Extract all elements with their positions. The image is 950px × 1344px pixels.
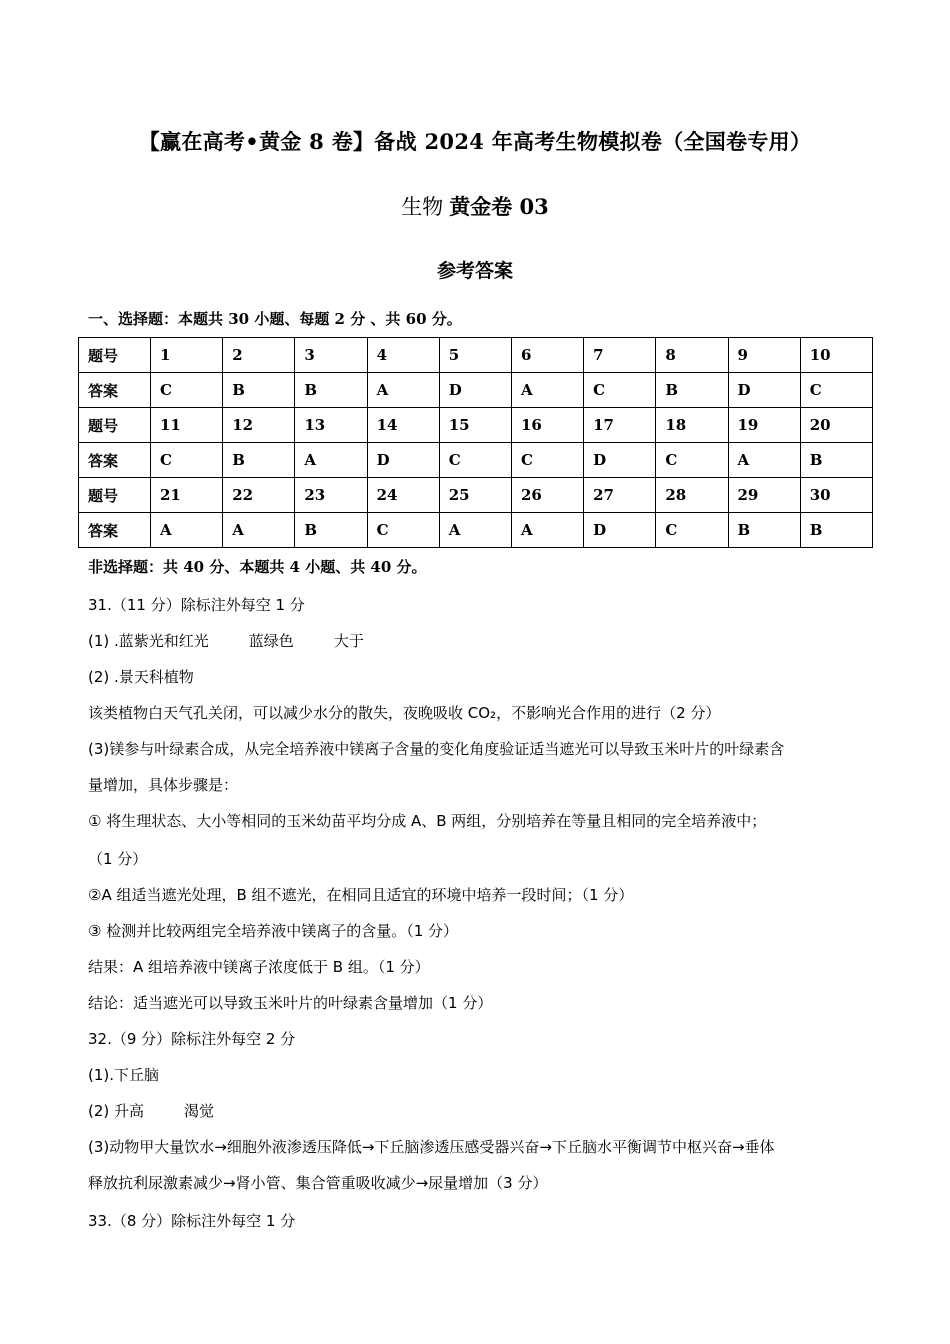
table-cell: 1: [151, 338, 223, 373]
table-cell: A: [439, 513, 511, 548]
table-cell: 20: [800, 408, 872, 443]
q31-heading: 31.（11 分）除标注外每空 1 分: [88, 596, 305, 614]
table-cell: D: [439, 373, 511, 408]
table-cell: 14: [367, 408, 439, 443]
table-cell: C: [151, 443, 223, 478]
q32-part2: [88, 1100, 868, 1121]
table-row: [79, 478, 873, 513]
row-header-cell: 答案: [79, 443, 151, 478]
table-cell: 30: [800, 478, 872, 513]
q31-step1-score: （1 分）: [88, 850, 148, 868]
row-header-cell: 题号: [79, 338, 151, 373]
q31-step3: ③ 检测并比较两组完全培养液中镁离子的含量。（1 分）: [88, 922, 459, 940]
row-header-cell: 答案: [79, 513, 151, 548]
table-cell: D: [584, 513, 656, 548]
table-cell: B: [295, 513, 367, 548]
table-cell: 9: [728, 338, 800, 373]
table-row: [79, 338, 873, 373]
page-subtitle: [0, 191, 950, 221]
table-cell: B: [223, 373, 295, 408]
subtitle-bold: 黄金卷 03: [449, 194, 549, 219]
q31-part1: [88, 630, 868, 651]
section-heading-nonchoice: 非选择题：共 40 分、本题共 4 小题、共 40 分。: [88, 558, 427, 576]
q32-part2-a: (2) 升高: [88, 1102, 145, 1120]
table-row: [79, 373, 873, 408]
table-cell: B: [800, 513, 872, 548]
table-cell: B: [656, 373, 728, 408]
table-cell: A: [223, 513, 295, 548]
table-cell: D: [728, 373, 800, 408]
table-cell: 21: [151, 478, 223, 513]
table-cell: A: [367, 373, 439, 408]
table-row: [79, 513, 873, 548]
table-cell: C: [511, 443, 583, 478]
table-row: [79, 408, 873, 443]
q31-conclusion: 结论：适当遮光可以导致玉米叶片的叶绿素含量增加（1 分）: [88, 994, 493, 1012]
q31-part3-line1: (3)镁参与叶绿素合成，从完全培养液中镁离子含量的变化角度验证适当遮光可以导致玉米叶片的叶绿素含: [88, 740, 785, 758]
table-cell: A: [295, 443, 367, 478]
q31-part2: (2) .景天科植物: [88, 668, 194, 686]
q32-part2-b: 渴觉: [184, 1102, 215, 1120]
q31-step2: ②A 组适当遮光处理，B 组不遮光，在相同且适宜的环境中培养一段时间；（1 分）: [88, 886, 634, 904]
table-cell: 13: [295, 408, 367, 443]
table-cell: 12: [223, 408, 295, 443]
table-cell: 7: [584, 338, 656, 373]
table-cell: 27: [584, 478, 656, 513]
table-cell: A: [511, 513, 583, 548]
table-cell: B: [223, 443, 295, 478]
answer-heading: 参考答案: [436, 260, 513, 282]
q31-step1: ① 将生理状态、大小等相同的玉米幼苗平均分成 A、B 两组，分别培养在等量且相同的完全培养液中；: [88, 812, 767, 830]
section-heading-choice: 一、选择题：本题共 30 小题、每题 2 分 、共 60 分。: [88, 310, 462, 328]
table-cell: 28: [656, 478, 728, 513]
table-cell: C: [151, 373, 223, 408]
table-cell: 25: [439, 478, 511, 513]
q31-part3-line2: 量增加，具体步骤是：: [88, 776, 239, 794]
q32-part3-line1: (3)动物甲大量饮水→细胞外液渗透压降低→下丘脑渗透压感受器兴奋→下丘脑水平衡调节中枢兴奋→垂体: [88, 1138, 775, 1156]
table-cell: 5: [439, 338, 511, 373]
table-cell: 10: [800, 338, 872, 373]
table-cell: 29: [728, 478, 800, 513]
table-cell: 18: [656, 408, 728, 443]
table-cell: 3: [295, 338, 367, 373]
table-cell: 26: [511, 478, 583, 513]
table-cell: A: [728, 443, 800, 478]
table-cell: 24: [367, 478, 439, 513]
table-cell: C: [656, 513, 728, 548]
q31-result: 结果：A 组培养液中镁离子浓度低于 B 组。（1 分）: [88, 958, 430, 976]
subtitle-prefix: 生物: [401, 195, 444, 219]
answer-table: [78, 337, 873, 548]
table-cell: 16: [511, 408, 583, 443]
table-cell: 6: [511, 338, 583, 373]
table-cell: C: [584, 373, 656, 408]
row-header-cell: 题号: [79, 408, 151, 443]
table-cell: 11: [151, 408, 223, 443]
table-row: [79, 443, 873, 478]
table-cell: D: [367, 443, 439, 478]
table-cell: C: [800, 373, 872, 408]
table-cell: 22: [223, 478, 295, 513]
table-cell: 15: [439, 408, 511, 443]
q31-part1-a: (1) .蓝紫光和红光: [88, 632, 209, 650]
row-header-cell: 答案: [79, 373, 151, 408]
table-cell: B: [728, 513, 800, 548]
table-cell: 4: [367, 338, 439, 373]
row-header-cell: 题号: [79, 478, 151, 513]
q32-part3-line2: 释放抗利尿激素减少→肾小管、集合管重吸收减少→尿量增加（3 分）: [88, 1174, 548, 1192]
q32-part1: (1).下丘脑: [88, 1066, 160, 1084]
table-cell: 17: [584, 408, 656, 443]
table-cell: A: [151, 513, 223, 548]
table-cell: 23: [295, 478, 367, 513]
q31-part2-explain: 该类植物白天气孔关闭，可以减少水分的散失，夜晚吸收 CO₂，不影响光合作用的进行（2 分）: [88, 704, 721, 722]
table-cell: C: [656, 443, 728, 478]
table-cell: A: [511, 373, 583, 408]
table-cell: B: [295, 373, 367, 408]
table-cell: 8: [656, 338, 728, 373]
q31-part1-b: 蓝绿色: [248, 632, 294, 650]
q32-heading: 32.（9 分）除标注外每空 2 分: [88, 1030, 296, 1048]
table-cell: C: [367, 513, 439, 548]
table-cell: 19: [728, 408, 800, 443]
table-cell: D: [584, 443, 656, 478]
q33-heading: 33.（8 分）除标注外每空 1 分: [88, 1212, 296, 1230]
page-title: 【赢在高考•黄金 8 卷】备战 2024 年高考生物模拟卷（全国卷专用）: [138, 129, 812, 154]
table-cell: C: [439, 443, 511, 478]
table-cell: B: [800, 443, 872, 478]
q31-part1-c: 大于: [333, 632, 364, 650]
table-cell: 2: [223, 338, 295, 373]
